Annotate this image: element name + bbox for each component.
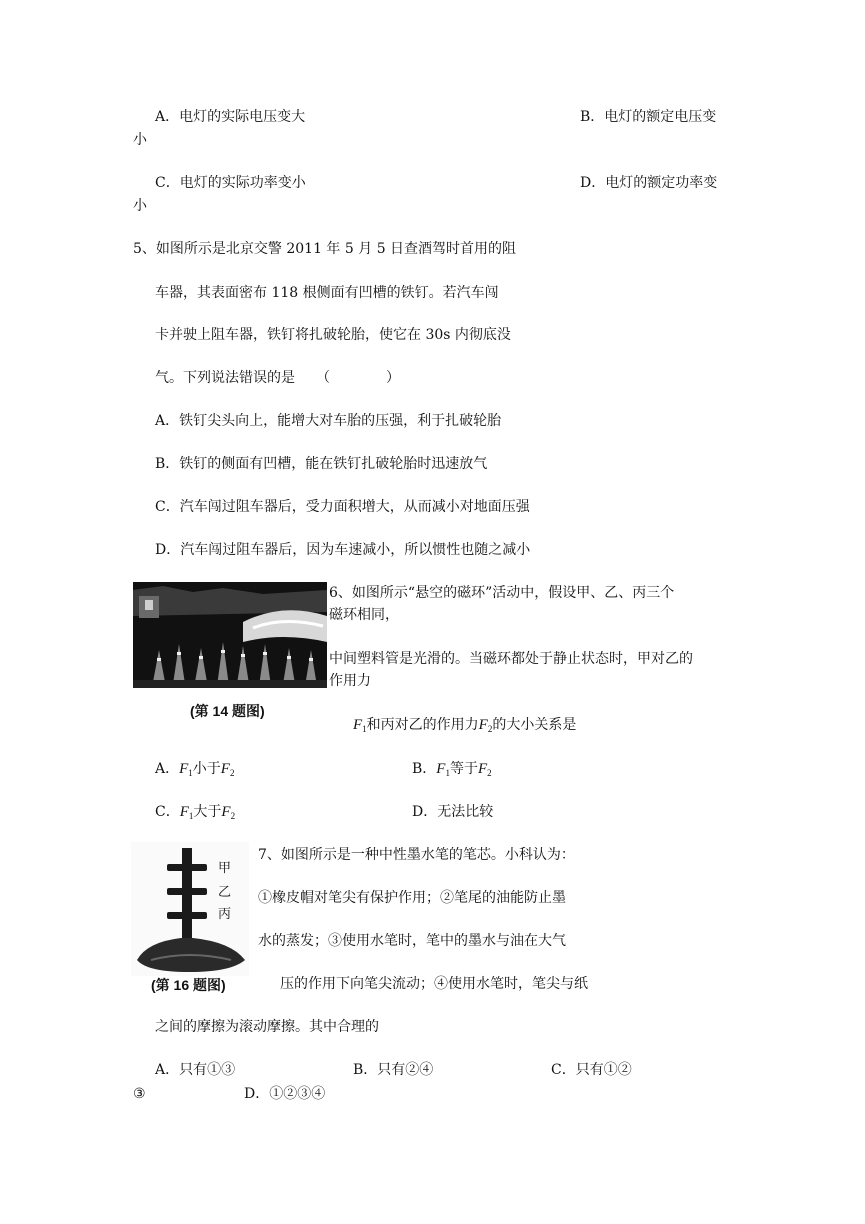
q7-option-b: B．只有②④ xyxy=(353,1062,434,1078)
q4-option-d-continued: 小 xyxy=(133,198,147,214)
ring-label-jia: 甲 xyxy=(218,861,232,876)
q6-option-c: C．$F_1$大于$F_2$ xyxy=(155,804,236,821)
q4-option-b: B．电灯的额定电压变 xyxy=(580,109,717,125)
figure-14-caption: (第 14 题图) xyxy=(190,703,265,719)
ring-label-bing: 丙 xyxy=(218,907,232,922)
q5-stem-line-2: 车器，其表面密布 118 根侧面有凹槽的铁钉。若汽车闯 xyxy=(155,285,499,301)
q4-option-a: A．电灯的实际电压变大 xyxy=(155,109,306,125)
q6-option-d: D．无法比较 xyxy=(412,804,494,820)
q4-option-b-continued: 小 xyxy=(133,132,147,148)
q7-stem-line-4: 压的作用下向笔尖流动；④使用水笔时，笔尖与纸 xyxy=(280,976,588,992)
q7-stem-line-3: 水的蒸发；③使用水笔时，笔中的墨水与油在大气 xyxy=(258,933,566,949)
q5-stem-line-4: 气。下列说法错误的是 （ ） xyxy=(155,370,400,386)
q7-stem-line-1: 7、如图所示是一种中性墨水笔的笔芯。小科认为： xyxy=(258,847,575,863)
q7-option-a: A．只有①③ xyxy=(155,1062,236,1078)
q6-stem-line-1: 6、如图所示“悬空的磁环”活动中，假设甲、乙、丙三个 xyxy=(329,585,675,601)
f2-symbol: $F_2$ xyxy=(478,717,493,734)
q7-option-c-continued: ③ xyxy=(133,1086,146,1102)
q6-stem-line-2: 磁环相同， xyxy=(329,607,399,623)
pen-refill-figure xyxy=(131,842,249,976)
q6-option-a: A．$F_1$小于$F_2$ xyxy=(155,761,235,778)
q7-option-c: C．只有①② xyxy=(551,1062,632,1078)
q4-option-d: D．电灯的额定功率变 xyxy=(580,175,718,191)
ring-label-yi: 乙 xyxy=(218,885,232,900)
q5-option-a: A．铁钉尖头向上，能增大对车胎的压强，利于扎破轮胎 xyxy=(155,413,502,429)
q7-option-d: D．①②③④ xyxy=(244,1086,326,1102)
q6-stem-line-5: $F_1$和丙对乙的作用力$F_2$的大小关系是 xyxy=(353,717,577,734)
q5-option-c: C．汽车闯过阻车器后，受力面积增大，从而减小对地面压强 xyxy=(155,499,530,515)
q5-option-d: D．汽车闯过阻车器后，因为车速减小，所以惯性也随之减小 xyxy=(155,542,531,558)
q7-stem-line-5: 之间的摩擦为滚动摩擦。其中合理的 xyxy=(155,1019,379,1035)
q6-stem-line-4: 作用力 xyxy=(329,673,371,689)
magnetic-rings-photo xyxy=(133,582,327,688)
q6-option-b: B．$F_1$等于$F_2$ xyxy=(412,761,492,778)
q4-option-c: C．电灯的实际功率变小 xyxy=(155,175,306,191)
f1-symbol: $F_1$ xyxy=(353,717,367,734)
q5-stem-line-1: 5、如图所示是北京交警 2011 年 5 月 5 日查酒驾时首用的阻 xyxy=(133,241,517,257)
figure-16-caption: (第 16 题图) xyxy=(151,977,226,993)
q7-stem-line-2: ①橡皮帽对笔尖有保护作用；②笔尾的油能防止墨 xyxy=(258,890,566,906)
q5-option-b: B．铁钉的侧面有凹槽，能在铁钉扎破轮胎时迅速放气 xyxy=(155,456,488,472)
q5-stem-line-3: 卡并驶上阻车器，铁钉将扎破轮胎，使它在 30s 内彻底没 xyxy=(155,327,511,343)
q6-stem-line-3: 中间塑料管是光滑的。当磁环都处于静止状态时，甲对乙的 xyxy=(329,651,693,667)
